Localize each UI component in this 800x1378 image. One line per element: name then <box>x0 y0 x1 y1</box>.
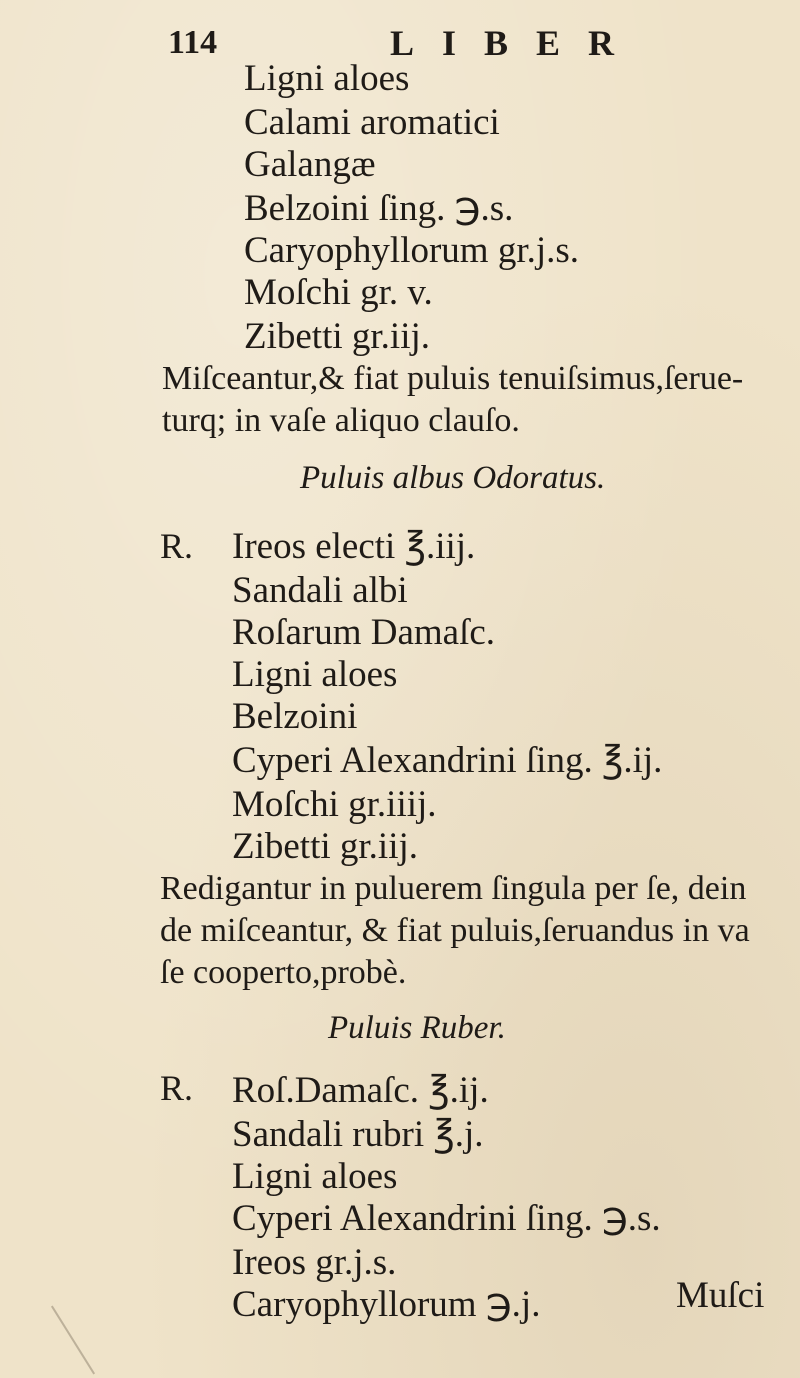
text-line: Zibetti gr.iij. <box>232 826 419 867</box>
text-line: Ligni aloes <box>232 654 398 695</box>
text-line: Cyperi Alexandrini ſing. ℥.ij. <box>232 740 663 781</box>
text-line: Redigantur in puluerem ſingula per ſe, dein <box>160 870 747 907</box>
text-line: Belzoini ſing. ℈.s. <box>244 188 514 229</box>
text-line: Caryophyllorum gr.j.s. <box>244 230 580 271</box>
recipe-mark: R. <box>160 526 194 566</box>
text-line: Moſchi gr. v. <box>244 272 433 313</box>
recipe-mark: R. <box>160 1068 194 1108</box>
text-line: Cyperi Alexandrini ſing. ℈.s. <box>232 1198 661 1239</box>
text-line: Caryophyllorum ℈.j. <box>232 1284 541 1325</box>
running-title: LIBER <box>390 23 643 63</box>
section-heading: Puluis Ruber. <box>328 1010 506 1046</box>
text-line: Ireos gr.j.s. <box>232 1242 397 1283</box>
margin-scratch <box>51 1306 95 1375</box>
catchword: Muſci <box>676 1275 765 1316</box>
text-line: Belzoini <box>232 696 358 737</box>
text-line: Roſ.Damaſc. ℥.ij. <box>232 1070 489 1111</box>
text-line: Ireos electi ℥.iij. <box>232 526 476 567</box>
text-line: Miſceantur,& fiat puluis tenuiſsimus,ſerue- <box>162 360 744 397</box>
text-line: Sandali albi <box>232 570 408 611</box>
text-line: Zibetti gr.iij. <box>244 316 431 357</box>
text-line: Moſchi gr.iiij. <box>232 784 437 825</box>
text-line: Roſarum Damaſc. <box>232 612 496 653</box>
text-line: Ligni aloes <box>232 1156 398 1197</box>
section-heading: Puluis albus Odoratus. <box>300 460 606 496</box>
text-line: turq; in vaſe aliquo clauſo. <box>162 402 520 439</box>
text-line: Galangæ <box>244 144 376 185</box>
text-line: de miſceantur, & fiat puluis,ſeruandus in va <box>160 912 750 949</box>
text-line: Sandali rubri ℥.j. <box>232 1114 484 1155</box>
page-number: 114 <box>168 24 218 61</box>
text-line: Ligni aloes <box>244 58 410 99</box>
text-line: ſe cooperto,probè. <box>160 954 407 991</box>
text-line: Calami aromatici <box>244 102 500 143</box>
